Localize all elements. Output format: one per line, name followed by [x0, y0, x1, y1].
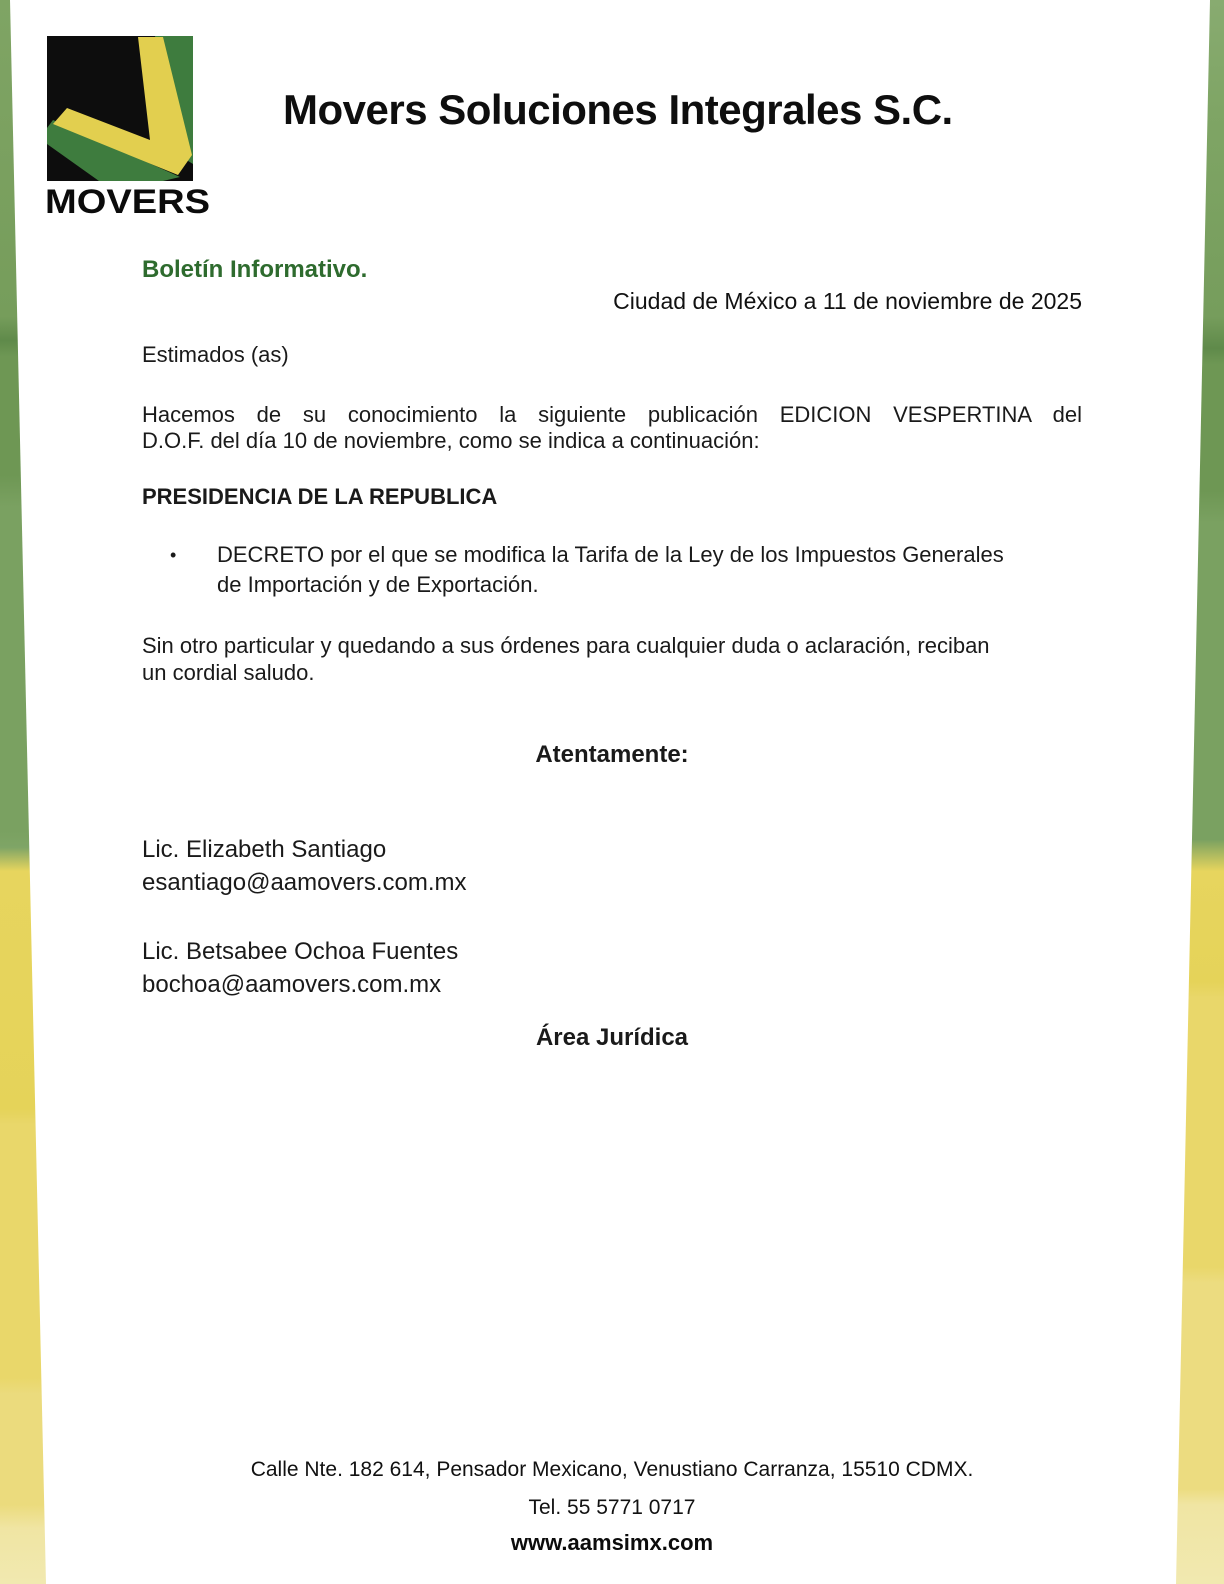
logo-brand-text: MOVERS	[45, 183, 210, 221]
footer-address: Calle Nte. 182 614, Pensador Mexicano, Venustiano Carranza, 15510 CDMX.	[250, 1458, 974, 1481]
footer-website: www.aamsimx.com	[510, 1530, 714, 1555]
signatory-2-email: bochoa@aamovers.com.mx	[142, 971, 442, 998]
signoff: Atentamente:	[535, 741, 689, 768]
signatory-2	[142, 935, 1082, 1001]
company-logo	[47, 36, 213, 252]
bullet-icon: •	[170, 545, 177, 565]
signatory-1	[142, 833, 1082, 899]
movers-checkmark-logo-icon	[47, 36, 213, 252]
footer-phone: Tel. 55 5771 0717	[528, 1496, 696, 1519]
intro-line-2: D.O.F. del día 10 de noviembre, como se indica a continuación:	[142, 428, 760, 453]
closing-line-1: Sin otro particular y quedando a sus órdenes para cualquier duda o aclaración, reciban	[142, 633, 990, 658]
department-label: Área Jurídica	[535, 1024, 689, 1051]
intro-paragraph	[142, 402, 1082, 454]
right-edge-decoration	[1164, 0, 1224, 1584]
intro-line-1: Hacemos de su conocimiento la siguiente publicación EDICION VESPERTINA del	[142, 402, 1082, 427]
bulletin-label: Boletín Informativo.	[142, 256, 368, 283]
section-heading: PRESIDENCIA DE LA REPUBLICA	[142, 484, 498, 509]
date-line: Ciudad de México a 11 de noviembre de 2025	[613, 288, 1082, 314]
bullet-line-1: DECRETO por el que se modifica la Tarifa de la Ley de los Impuestos Generales	[217, 542, 1004, 567]
signatory-1-email: esantiago@aamovers.com.mx	[142, 869, 467, 896]
bullet-line-2: de Importación y de Exportación.	[217, 572, 539, 597]
salutation: Estimados (as)	[142, 342, 289, 367]
closing-paragraph	[142, 632, 1082, 686]
left-edge-decoration	[0, 0, 50, 1584]
signatory-1-name: Lic. Elizabeth Santiago	[142, 836, 387, 863]
signatory-2-name: Lic. Betsabee Ochoa Fuentes	[142, 938, 459, 965]
closing-line-2: un cordial saludo.	[142, 660, 315, 685]
page-title: Movers Soluciones Integrales S.C.	[283, 86, 953, 133]
bullet-text	[217, 540, 1082, 600]
bullet-item	[142, 540, 1082, 600]
